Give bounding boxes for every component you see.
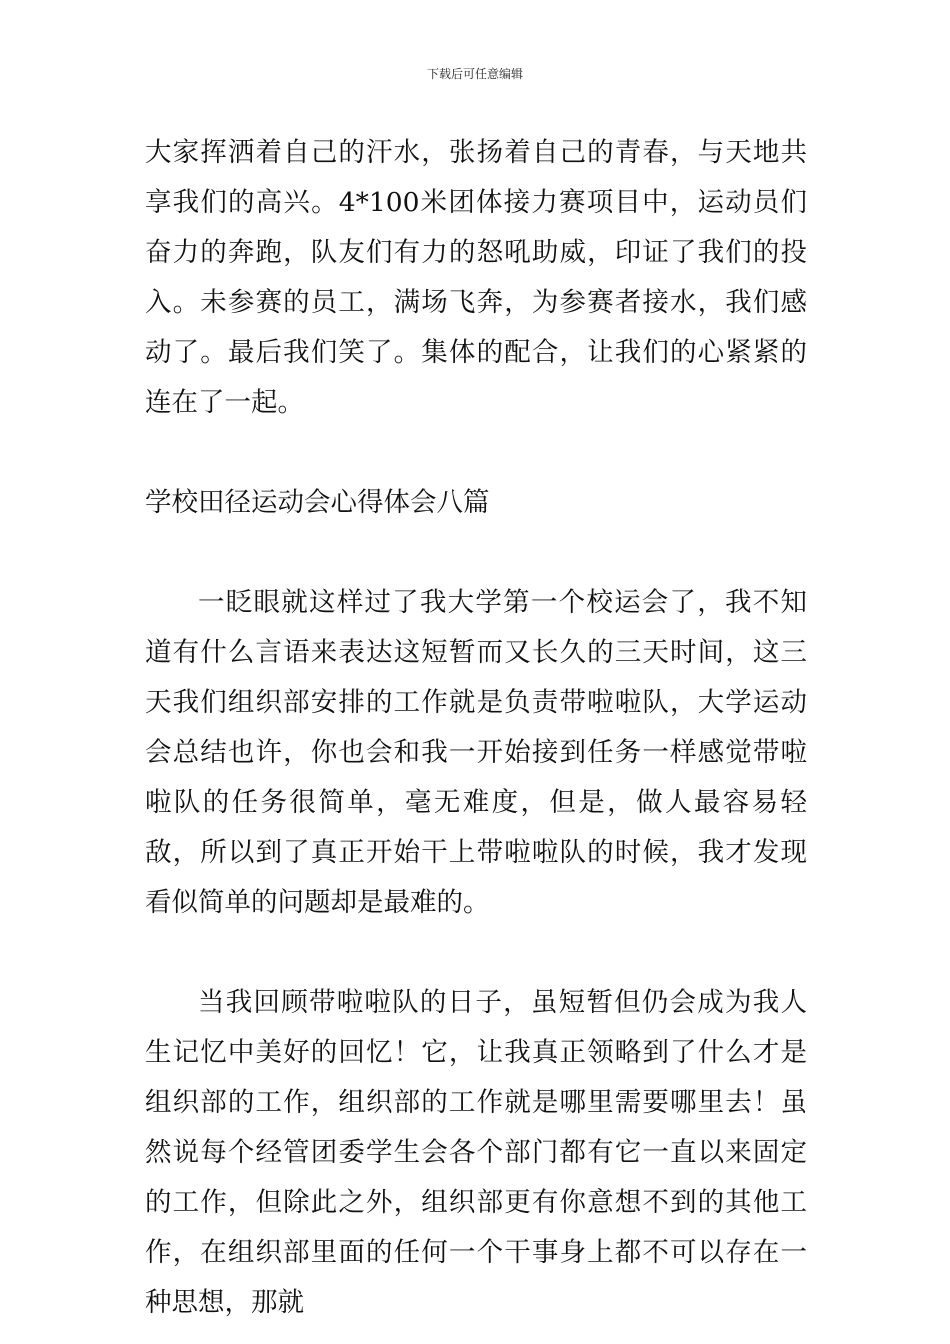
paragraph-sports-meet-recap: 大家挥洒着自己的汗水，张扬着自己的青春，与天地共享我们的高兴。4*100米团体接力赛项目中，运动员们奋力的奔跑，队友们有力的怒吼助威，印证了我们的投入。未参赛的员工，满场飞奔，为参赛者接水，我们感动了。最后我们笑了。集体的配合，让我们的心紧紧的连在了一起。 [145,137,807,418]
paragraph-cheerleading-intro: 一眨眼就这样过了我大学第一个校运会了，我不知道有什么言语来表达这短暂而又长久的三天时间，这三天我们组织部安排的工作就是负责带啦啦队，大学运动会总结也许，你也会和我一开始接到任务一样感觉带啦啦队的任务很简单，毫无难度，但是，做人最容易轻敌，所以到了真正开始干上带啦啦队的时候，我才发现看似简单的问题却是最难的。 [145,587,807,918]
paragraph-gap [145,928,807,978]
paragraph-gap [145,528,807,578]
section-title: 学校田径运动会心得体会八篇 [145,487,490,518]
paragraph-gap [145,428,807,478]
page-header-note: 下载后可任意编辑 [426,67,523,81]
paragraph-cheerleading-reflection: 当我回顾带啦啦队的日子，虽短暂但仍会成为我人生记忆中美好的回忆！它，让我真正领略到了什么才是组织部的工作，组织部的工作就是哪里需要哪里去！虽然说每个经管团委学生会各个部门都有它一直以来固定的工作，但除此之外，组织部更有你意想不到的其他工作，在组织部里面的任何一个干事身上都不可以存在一种思想，那就 [145,987,807,1318]
document-body [145,128,807,1328]
